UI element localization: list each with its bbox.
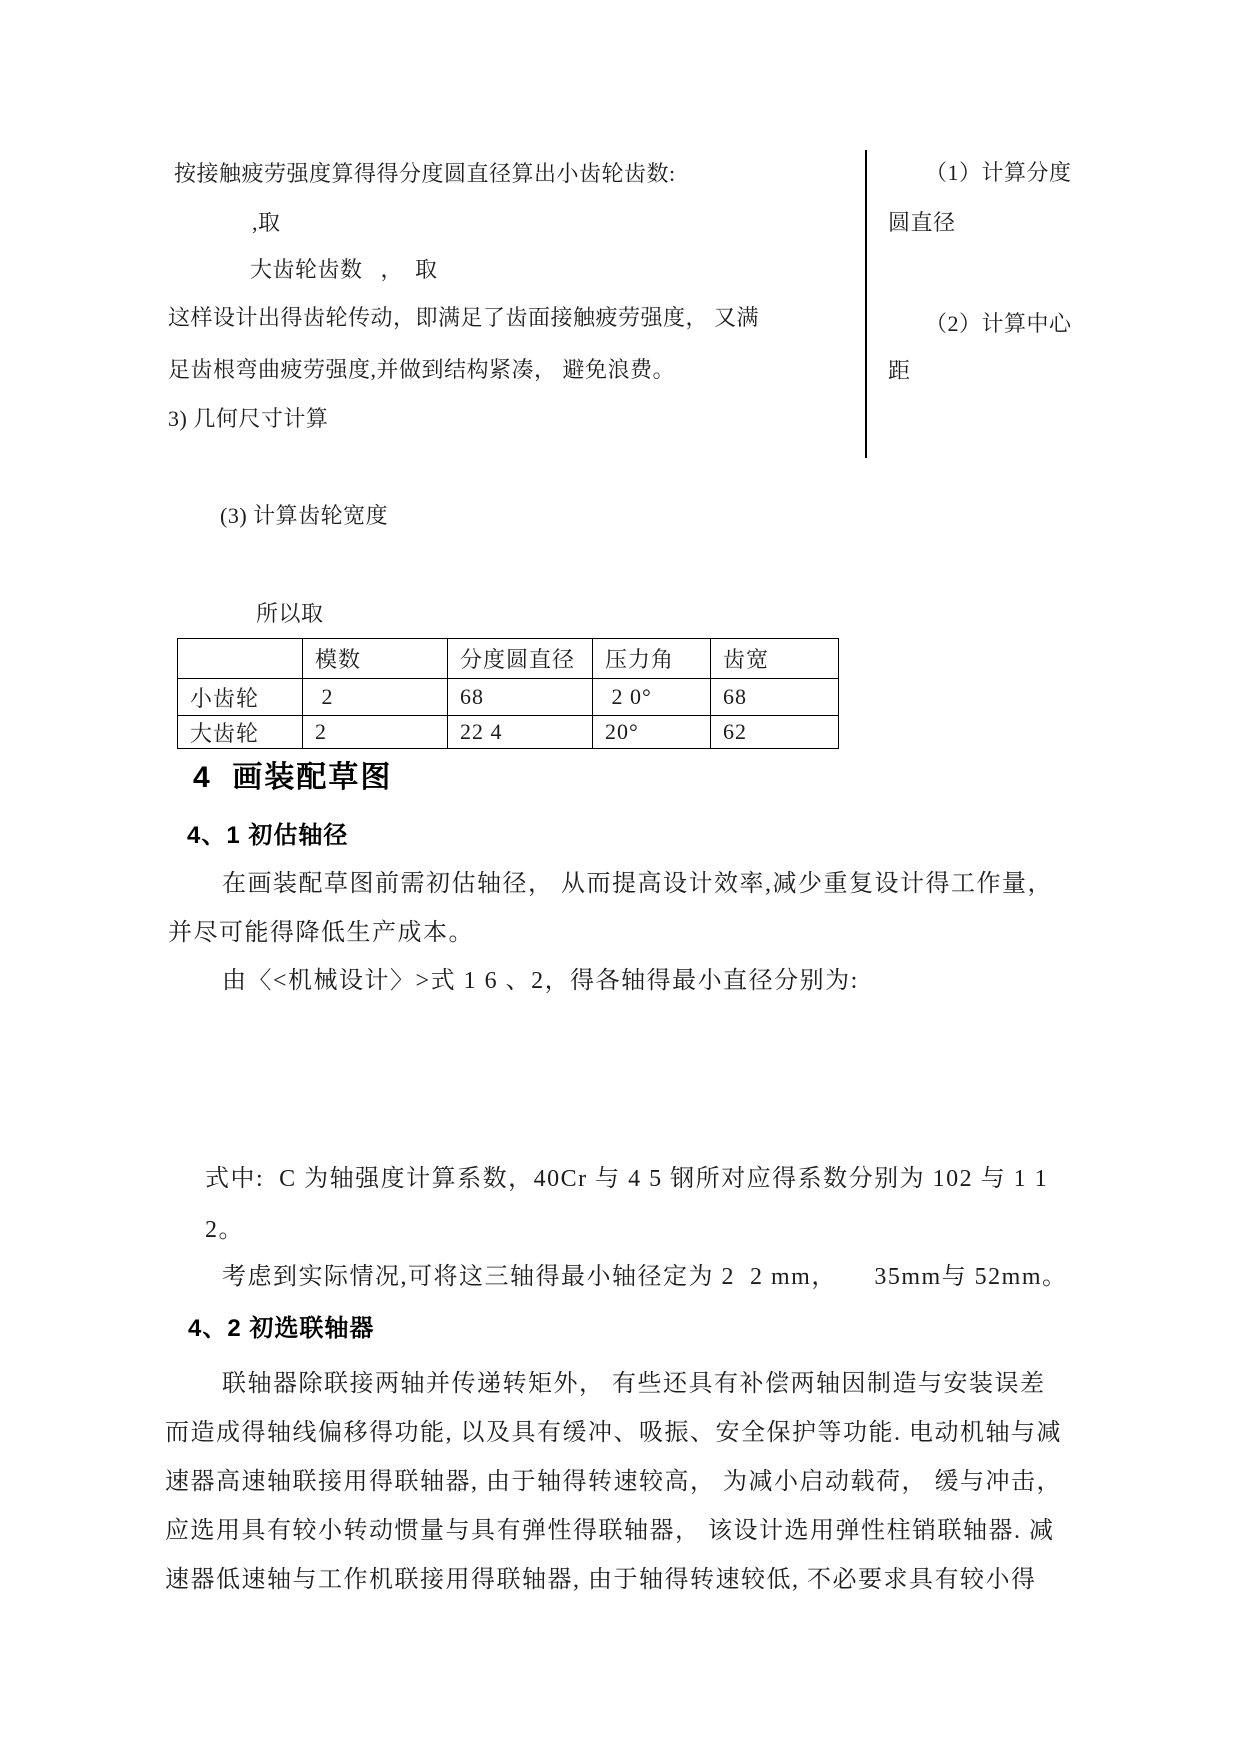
- para-line: 这样设计出得齿轮传动，即满足了齿面接触疲劳强度， 又满: [168, 305, 760, 330]
- cell-label: 小齿轮: [178, 679, 303, 716]
- para-line: 速器低速轴与工作机联接用得联轴器, 由于轴得转速较低, 不必要求具有较小得: [165, 1567, 1037, 1593]
- para-line: 大齿轮齿数 ， 取: [250, 257, 438, 282]
- para-line: 速器高速轴联接用得联轴器, 由于轴得转速较高， 为减小启动载荷， 缓与冲击，: [165, 1469, 1062, 1495]
- para-line: ,取: [252, 210, 281, 235]
- margin-note: （2）计算中心: [925, 311, 1072, 336]
- para-line: 并尽可能得降低生产成本。: [168, 920, 474, 946]
- para-line: 按接触疲劳强度算得得分度圆直径算出小齿轮齿数:: [174, 161, 676, 186]
- table-row-pinion: [178, 679, 839, 716]
- table-header-row: [178, 639, 839, 679]
- cell-face-width: 68: [711, 679, 839, 716]
- table-header-empty: [178, 639, 303, 679]
- margin-divider-line: [865, 150, 867, 458]
- cell-pressure-angle: 2 0°: [593, 679, 711, 716]
- list-item-gear-width-calc: (3) 计算齿轮宽度: [220, 503, 389, 528]
- cell-pitch-diameter: 68: [448, 679, 593, 716]
- para-line: 式中: C 为轴强度计算系数，40Cr 与 4 5 钢所对应得系数分别为 102 与 1 1: [205, 1166, 1049, 1192]
- table-header-face-width: 齿宽: [711, 639, 839, 679]
- table-header-pitch-diameter: 分度圆直径: [448, 639, 593, 679]
- para-line: 在画装配草图前需初估轴径， 从而提高设计效率,减少重复设计得工作量，: [222, 871, 1053, 897]
- para-line: 联轴器除联接两轴并传递转矩外， 有些还具有补偿两轴因制造与安装误差: [222, 1371, 1046, 1397]
- para-line: 由〈<机械设计〉>式 1 6 、2，得各轴得最小直径分别为:: [222, 968, 859, 994]
- cell-module: 2: [303, 716, 448, 749]
- cell-face-width: 62: [711, 716, 839, 749]
- table-header-module: 模数: [303, 639, 448, 679]
- para-line: 所以取: [256, 601, 324, 626]
- para-line: 足齿根弯曲疲劳强度,并做到结构紧凑， 避免浪费。: [168, 357, 676, 382]
- para-line: 而造成得轴线偏移得功能, 以及具有缓冲、吸振、安全保护等功能. 电动机轴与减: [165, 1420, 1062, 1446]
- cell-module: 2: [303, 679, 448, 716]
- margin-note: 距: [888, 358, 911, 383]
- cell-pressure-angle: 20°: [593, 716, 711, 749]
- para-line: 应选用具有较小转动惯量与具有弹性得联轴器， 该设计选用弹性柱销联轴器. 减: [165, 1518, 1055, 1544]
- para-line: 2。: [205, 1217, 244, 1243]
- para-line: 考虑到实际情况,可将这三轴得最小轴径定为 2 2 mm， 35mm与 52mm。: [222, 1264, 1068, 1290]
- table-header-pressure-angle: 压力角: [593, 639, 711, 679]
- subsection-heading-4-2: 4、2 初选联轴器: [188, 1315, 375, 1342]
- gear-parameters-table: [177, 638, 839, 749]
- table-row-gear: [178, 716, 839, 749]
- margin-note: （1）计算分度: [925, 160, 1072, 185]
- margin-note: 圆直径: [888, 210, 956, 235]
- list-item-geometry-calc: 3) 几何尺寸计算: [168, 406, 329, 431]
- subsection-heading-4-1: 4、1 初估轴径: [187, 822, 349, 849]
- section-heading-4: 4 画装配草图: [193, 761, 393, 794]
- cell-pitch-diameter: 22 4: [448, 716, 593, 749]
- cell-label: 大齿轮: [178, 716, 303, 749]
